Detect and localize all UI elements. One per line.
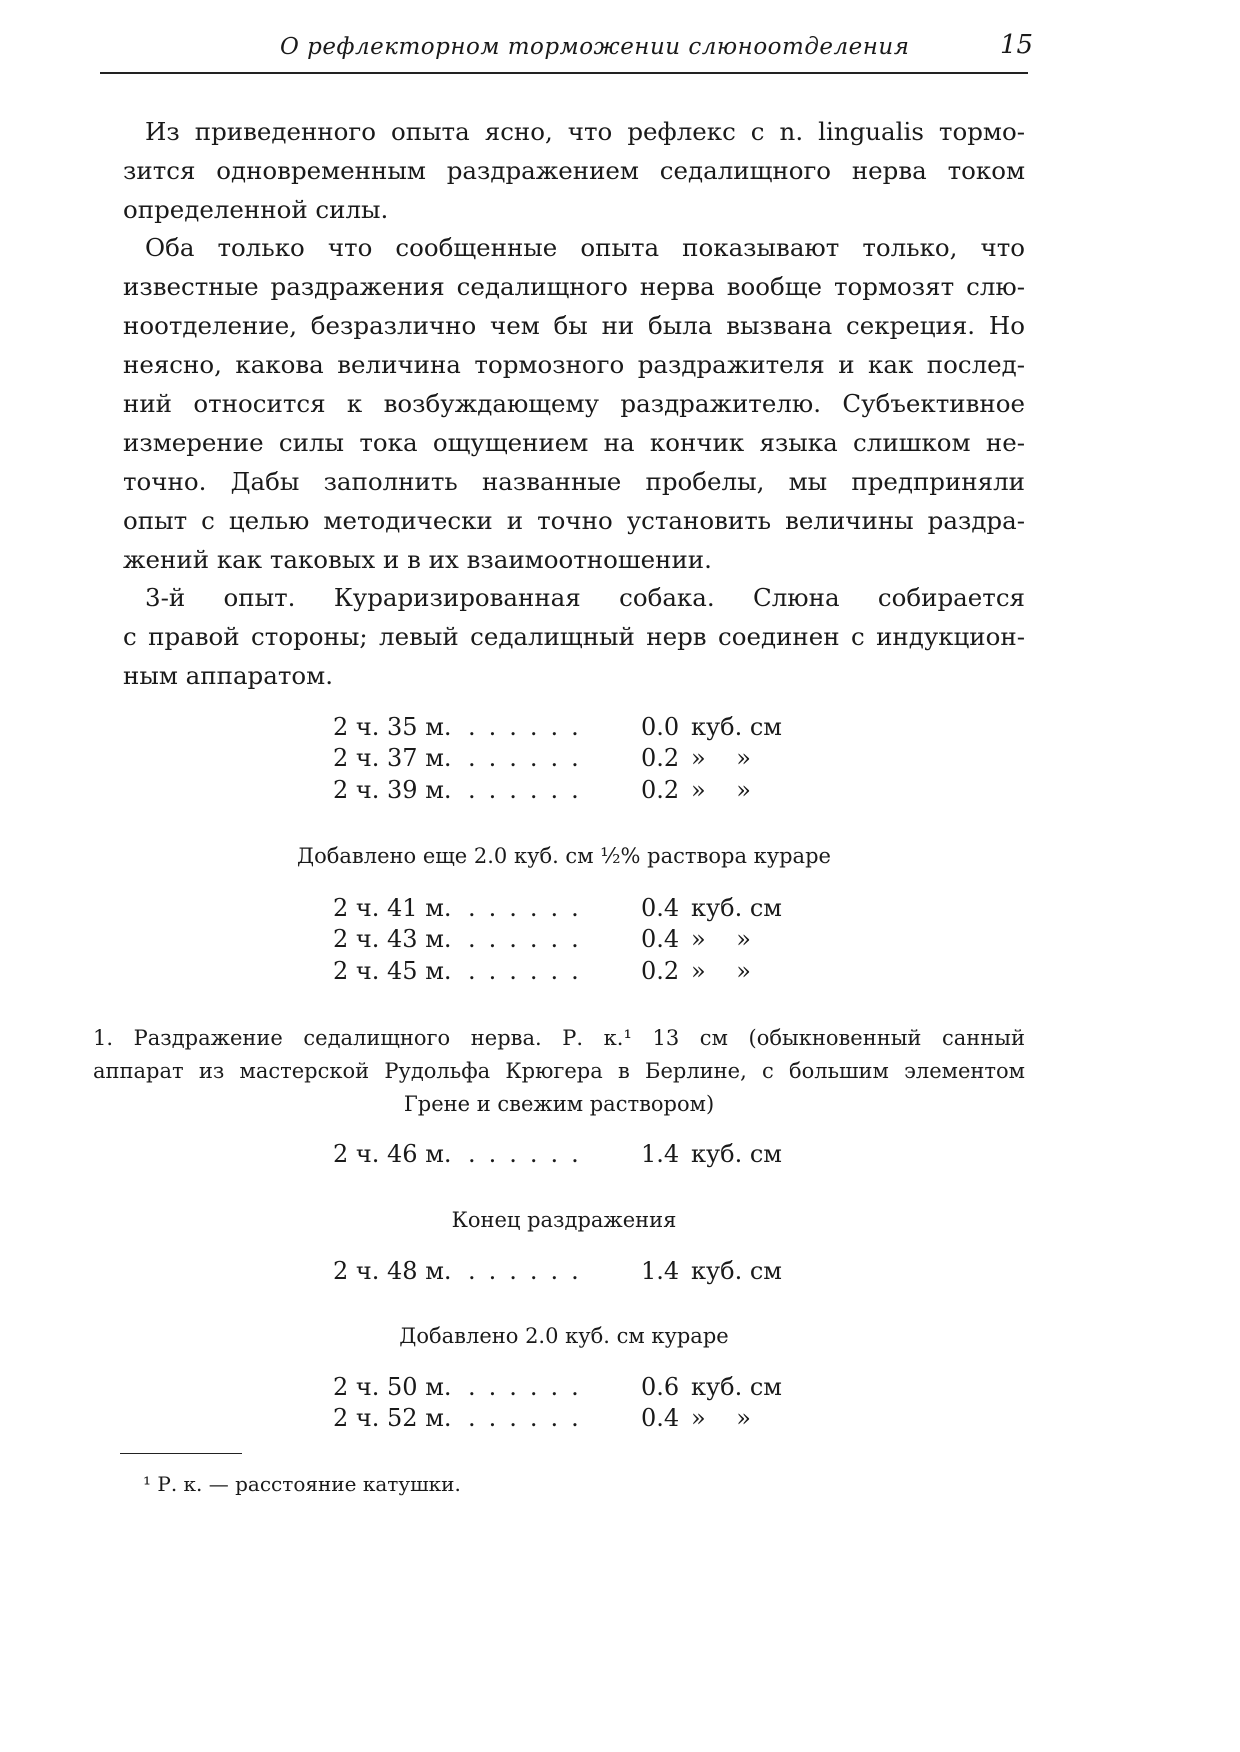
unit-cell: » » <box>691 1404 751 1432</box>
text-line: зится одновременным раздражением седалищного нерва током <box>123 156 1025 185</box>
text-line: аппарат из мастерской Рудольфа Крюгера в Берлине, с большим элементом <box>93 1059 1025 1083</box>
text-line: ний относится к возбуждающему раздражителю. Субъективное <box>123 389 1025 418</box>
value-cell: 0.2 <box>641 744 680 772</box>
time-cell: 2 ч. 46 м. <box>333 1140 452 1168</box>
leader-dots: ...... <box>468 1257 592 1285</box>
unit-cell: куб. см <box>691 713 782 741</box>
time-cell: 2 ч. 45 м. <box>333 957 452 985</box>
time-cell: 2 ч. 41 м. <box>333 894 452 922</box>
leader-dots: ...... <box>468 925 592 953</box>
leader-dots: ...... <box>468 713 592 741</box>
value-cell: 1.4 <box>641 1140 680 1168</box>
value-cell: 0.6 <box>641 1373 680 1401</box>
text-line: Грене и свежим раствором) <box>403 1092 715 1116</box>
text-line: жений как таковых и в их взаимоотношении. <box>123 545 712 574</box>
unit-cell: » » <box>691 776 751 804</box>
leader-dots: ...... <box>468 744 592 772</box>
paragraph-2 <box>123 228 1025 579</box>
leader-dots: ...... <box>468 894 592 922</box>
note-stimulus-end: Конец раздражения <box>451 1208 677 1232</box>
unit-cell: куб. см <box>691 1373 782 1401</box>
paragraph-1 <box>123 112 1025 229</box>
stimulus-note <box>93 1022 1025 1121</box>
running-title: О рефлекторном торможении слюноотделения <box>280 34 910 60</box>
value-cell: 0.0 <box>641 713 680 741</box>
text-line: известные раздражения седалищного нерва вообще тормозят слю- <box>123 272 1025 301</box>
time-cell: 2 ч. 43 м. <box>333 925 452 953</box>
value-cell: 1.4 <box>641 1257 680 1285</box>
time-cell: 2 ч. 35 м. <box>333 713 452 741</box>
page-number: 15 <box>1000 30 1034 60</box>
unit-cell: » » <box>691 957 751 985</box>
text-line: ным аппаратом. <box>123 661 333 690</box>
text-line: ноотделение, безразлично чем бы ни была вызвана секреция. Но <box>123 311 1025 340</box>
unit-cell: куб. см <box>691 1140 782 1168</box>
text-line: 3-й опыт. Кураризированная собака. Слюна собирается <box>145 583 1025 612</box>
note-curare-added: Добавлено еще 2.0 куб. см ½% раствора кураре <box>297 844 831 868</box>
text-line: опыт с целью методически и точно установить величины раздра- <box>123 506 1025 535</box>
footnote: ¹ Р. к. — расстояние катушки. <box>143 1472 461 1496</box>
time-cell: 2 ч. 48 м. <box>333 1257 452 1285</box>
time-cell: 2 ч. 50 м. <box>333 1373 452 1401</box>
time-cell: 2 ч. 52 м. <box>333 1404 452 1432</box>
header-rule <box>100 72 1028 74</box>
text-line: неясно, какова величина тормозного раздражителя и как послед- <box>123 350 1025 379</box>
unit-cell: куб. см <box>691 894 782 922</box>
text-line: Оба только что сообщенные опыта показывают только, что <box>145 233 1025 262</box>
value-cell: 0.4 <box>641 925 680 953</box>
paragraph-3 <box>123 578 1025 695</box>
leader-dots: ...... <box>468 1373 592 1401</box>
note-curare-added-2: Добавлено 2.0 куб. см кураре <box>399 1324 729 1348</box>
value-cell: 0.4 <box>641 1404 680 1432</box>
text-line: с правой стороны; левый седалищный нерв соединен с индукцион- <box>123 622 1025 651</box>
value-cell: 0.2 <box>641 776 680 804</box>
leader-dots: ...... <box>468 776 592 804</box>
value-cell: 0.4 <box>641 894 680 922</box>
time-cell: 2 ч. 39 м. <box>333 776 452 804</box>
text-line: измерение силы тока ощущением на кончик языка слишком не- <box>123 428 1025 457</box>
value-cell: 0.2 <box>641 957 680 985</box>
unit-cell: куб. см <box>691 1257 782 1285</box>
text-line: Из приведенного опыта ясно, что рефлекс с n. lingualis тормо- <box>145 117 1025 146</box>
time-cell: 2 ч. 37 м. <box>333 744 452 772</box>
unit-cell: » » <box>691 744 751 772</box>
text-line: определенной силы. <box>123 195 389 224</box>
leader-dots: ...... <box>468 957 592 985</box>
text-line: 1. Раздражение седалищного нерва. Р. к.¹ 13 см (обыкновенный санный <box>93 1026 1025 1050</box>
leader-dots: ...... <box>468 1404 592 1432</box>
leader-dots: ...... <box>468 1140 592 1168</box>
footnote-rule <box>120 1453 242 1454</box>
text-line: точно. Дабы заполнить названные пробелы, мы предприняли <box>123 467 1025 496</box>
unit-cell: » » <box>691 925 751 953</box>
